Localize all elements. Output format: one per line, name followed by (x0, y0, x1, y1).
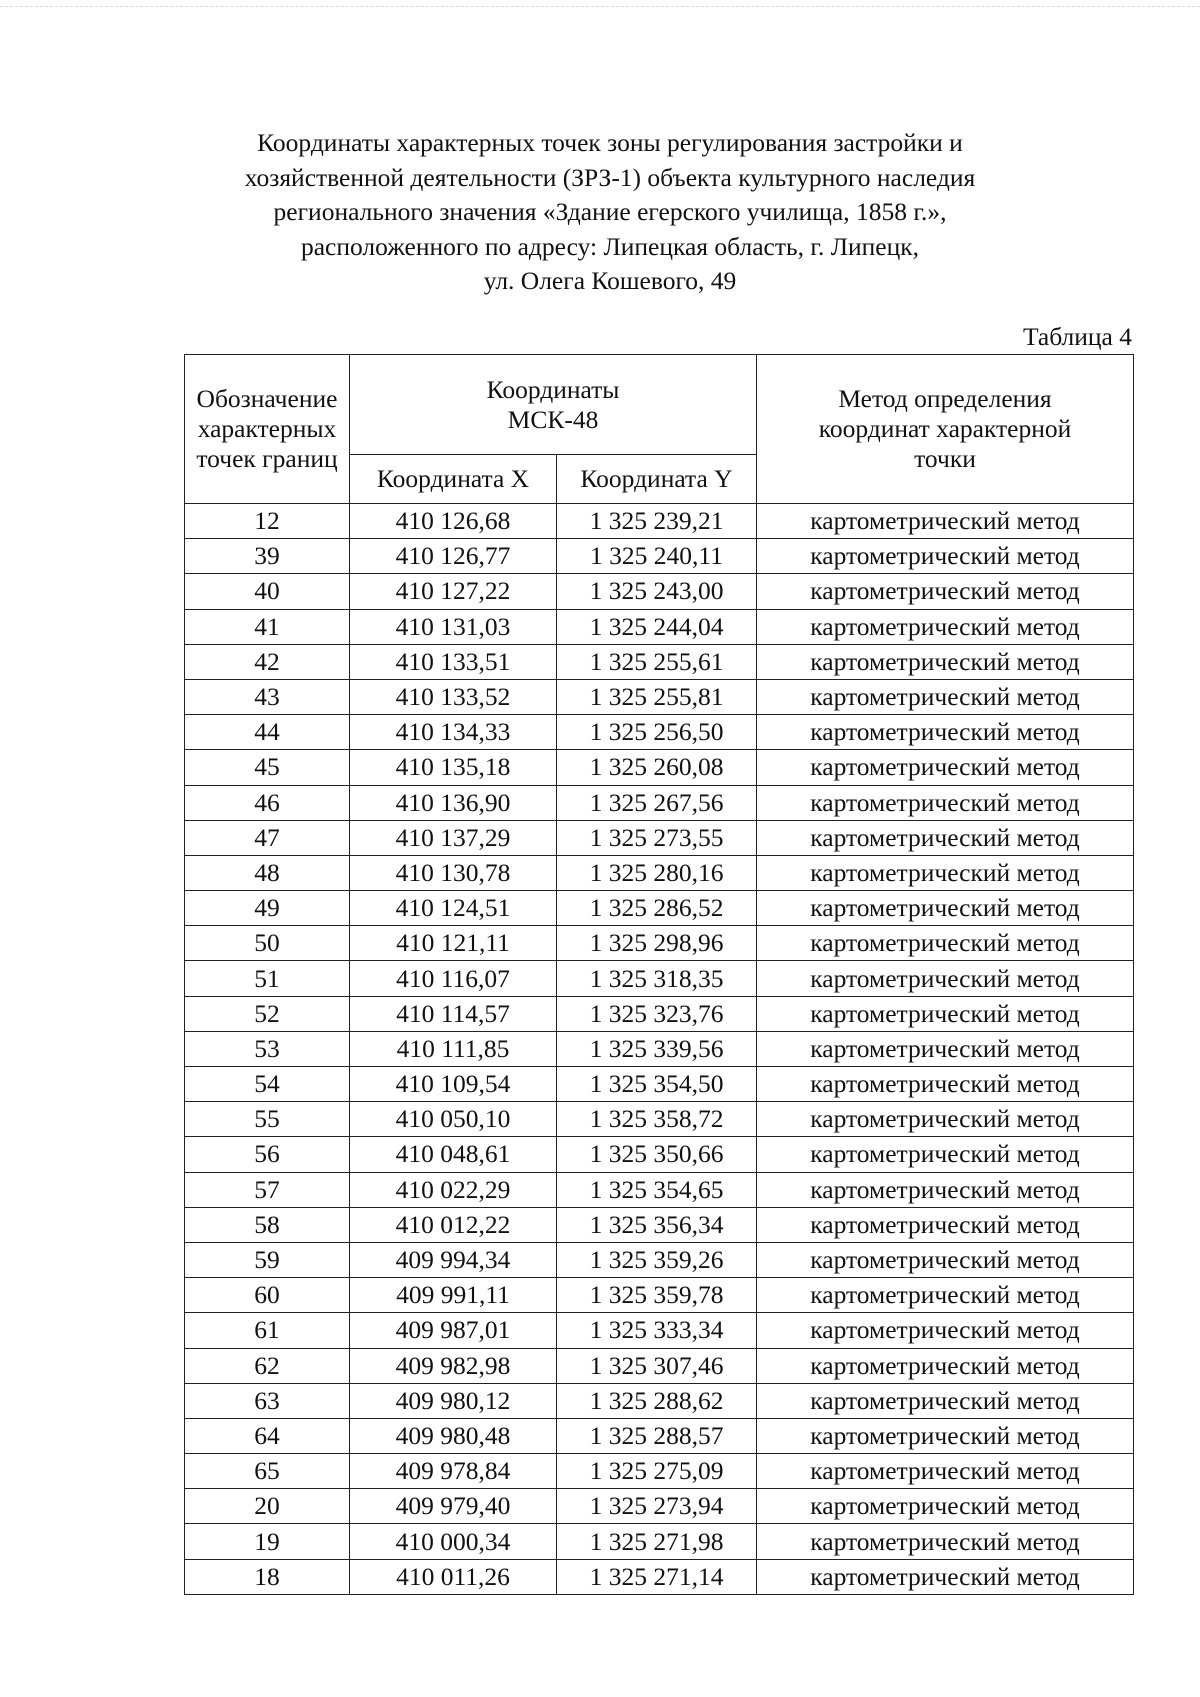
coordinate-x-cell: 410 126,77 (350, 539, 557, 574)
table-row (185, 715, 1134, 750)
table-row (185, 820, 1134, 855)
method-cell: картометрический метод (757, 1031, 1134, 1066)
coordinate-y-cell: 1 325 256,50 (557, 715, 757, 750)
table-row (185, 1207, 1134, 1242)
method-cell: картометрический метод (757, 1067, 1134, 1102)
point-id-cell: 56 (185, 1137, 350, 1172)
coordinate-x-cell: 410 116,07 (350, 961, 557, 996)
method-cell: картометрический метод (757, 539, 1134, 574)
method-cell: картометрический метод (757, 644, 1134, 679)
table-row (185, 926, 1134, 961)
coordinate-x-cell: 410 131,03 (350, 609, 557, 644)
method-cell: картометрический метод (757, 961, 1134, 996)
coordinate-y-cell: 1 325 244,04 (557, 609, 757, 644)
table-row (185, 1067, 1134, 1102)
title-line: ул. Олега Кошевого, 49 (483, 266, 737, 295)
table-row (185, 1524, 1134, 1559)
table-row (185, 504, 1134, 539)
point-id-cell: 64 (185, 1418, 350, 1453)
table-row (185, 1172, 1134, 1207)
table-row (185, 1102, 1134, 1137)
coordinate-x-cell: 409 980,12 (350, 1383, 557, 1418)
point-id-cell: 40 (185, 574, 350, 609)
table-row (185, 1489, 1134, 1524)
coordinate-x-cell: 409 980,48 (350, 1418, 557, 1453)
coordinate-y-cell: 1 325 359,78 (557, 1278, 757, 1313)
method-cell: картометрический метод (757, 1348, 1134, 1383)
header-method (757, 355, 1134, 504)
method-cell: картометрический метод (757, 996, 1134, 1031)
scan-edge-line (0, 6, 1200, 7)
point-id-cell: 45 (185, 750, 350, 785)
table-row (185, 1418, 1134, 1453)
title-line: Координаты характерных точек зоны регулирования застройки и (257, 128, 963, 157)
method-cell: картометрический метод (757, 926, 1134, 961)
header-text: точки (914, 444, 976, 473)
coordinate-y-cell: 1 325 260,08 (557, 750, 757, 785)
coordinate-x-cell: 410 133,52 (350, 679, 557, 714)
point-id-cell: 52 (185, 996, 350, 1031)
title-line: регионального значения «Здание егерского училища, 1858 г.», (273, 197, 947, 226)
table-row (185, 855, 1134, 890)
method-cell: картометрический метод (757, 891, 1134, 926)
point-id-cell: 51 (185, 961, 350, 996)
coordinate-x-cell: 409 994,34 (350, 1242, 557, 1277)
coordinate-y-cell: 1 325 339,56 (557, 1031, 757, 1066)
header-text: характерных (197, 414, 337, 443)
point-id-cell: 42 (185, 644, 350, 679)
point-id-cell: 50 (185, 926, 350, 961)
coordinate-y-cell: 1 325 318,35 (557, 961, 757, 996)
point-id-cell: 43 (185, 679, 350, 714)
table-row (185, 1278, 1134, 1313)
method-cell: картометрический метод (757, 574, 1134, 609)
coordinate-x-cell: 410 114,57 (350, 996, 557, 1031)
coordinate-y-cell: 1 325 255,81 (557, 679, 757, 714)
document-title (180, 126, 1040, 299)
table-row (185, 1559, 1134, 1594)
coordinate-y-cell: 1 325 280,16 (557, 855, 757, 890)
coordinate-x-cell: 409 982,98 (350, 1348, 557, 1383)
coordinate-x-cell: 409 987,01 (350, 1313, 557, 1348)
point-id-cell: 60 (185, 1278, 350, 1313)
coordinate-x-cell: 410 124,51 (350, 891, 557, 926)
point-id-cell: 57 (185, 1172, 350, 1207)
coordinate-y-cell: 1 325 243,00 (557, 574, 757, 609)
method-cell: картометрический метод (757, 1454, 1134, 1489)
method-cell: картометрический метод (757, 855, 1134, 890)
method-cell: картометрический метод (757, 785, 1134, 820)
method-cell: картометрический метод (757, 1524, 1134, 1559)
table-row (185, 539, 1134, 574)
coordinate-x-cell: 410 126,68 (350, 504, 557, 539)
coordinates-table (184, 354, 1134, 1595)
method-cell: картометрический метод (757, 1207, 1134, 1242)
header-point-designation (185, 355, 350, 504)
point-id-cell: 39 (185, 539, 350, 574)
title-line: хозяйственной деятельности (ЗРЗ-1) объекта культурного наследия (244, 162, 976, 192)
table-row (185, 891, 1134, 926)
table-row (185, 750, 1134, 785)
table-row (185, 1313, 1134, 1348)
table-row (185, 679, 1134, 714)
method-cell: картометрический метод (757, 1418, 1134, 1453)
coordinate-x-cell: 410 121,11 (350, 926, 557, 961)
table-row (185, 1242, 1134, 1277)
coordinate-x-cell: 410 134,33 (350, 715, 557, 750)
method-cell: картометрический метод (757, 1559, 1134, 1594)
coordinate-x-cell: 410 050,10 (350, 1102, 557, 1137)
coordinate-x-cell: 410 022,29 (350, 1172, 557, 1207)
coordinate-x-cell: 410 127,22 (350, 574, 557, 609)
coordinate-x-cell: 410 012,22 (350, 1207, 557, 1242)
coordinate-y-cell: 1 325 240,11 (557, 539, 757, 574)
coordinate-x-cell: 410 130,78 (350, 855, 557, 890)
point-id-cell: 62 (185, 1348, 350, 1383)
table-row (185, 644, 1134, 679)
method-cell: картометрический метод (757, 1278, 1134, 1313)
header-coordinates-group (350, 355, 757, 455)
coordinate-y-cell: 1 325 255,61 (557, 644, 757, 679)
method-cell: картометрический метод (757, 1313, 1134, 1348)
point-id-cell: 61 (185, 1313, 350, 1348)
method-cell: картометрический метод (757, 750, 1134, 785)
point-id-cell: 12 (185, 504, 350, 539)
table-row (185, 1031, 1134, 1066)
method-cell: картометрический метод (757, 1383, 1134, 1418)
coordinate-y-cell: 1 325 267,56 (557, 785, 757, 820)
table-row (185, 1454, 1134, 1489)
coordinate-x-cell: 409 979,40 (350, 1489, 557, 1524)
point-id-cell: 48 (185, 855, 350, 890)
point-id-cell: 19 (185, 1524, 350, 1559)
table-body (185, 504, 1134, 1595)
coordinate-y-cell: 1 325 271,14 (557, 1559, 757, 1594)
header-text: координат характерной (818, 414, 1072, 443)
method-cell: картометрический метод (757, 1102, 1134, 1137)
point-id-cell: 63 (185, 1383, 350, 1418)
method-cell: картометрический метод (757, 1137, 1134, 1172)
coordinate-y-cell: 1 325 354,50 (557, 1067, 757, 1102)
table-row (185, 961, 1134, 996)
coordinate-y-cell: 1 325 298,96 (557, 926, 757, 961)
method-cell: картометрический метод (757, 679, 1134, 714)
coordinate-y-cell: 1 325 286,52 (557, 891, 757, 926)
point-id-cell: 47 (185, 820, 350, 855)
table-row (185, 1383, 1134, 1418)
header-text: точек границ (196, 444, 338, 473)
coordinate-x-cell: 409 991,11 (350, 1278, 557, 1313)
coordinate-y-cell: 1 325 323,76 (557, 996, 757, 1031)
coordinate-y-cell: 1 325 354,65 (557, 1172, 757, 1207)
coordinate-x-cell: 409 978,84 (350, 1454, 557, 1489)
method-cell: картометрический метод (757, 1489, 1134, 1524)
coordinate-x-cell: 410 137,29 (350, 820, 557, 855)
coordinate-y-cell: 1 325 359,26 (557, 1242, 757, 1277)
point-id-cell: 55 (185, 1102, 350, 1137)
coordinate-y-cell: 1 325 271,98 (557, 1524, 757, 1559)
header-text: Обозначение (196, 384, 338, 413)
coordinate-y-cell: 1 325 333,34 (557, 1313, 757, 1348)
header-coordinate-x: Координата X (350, 455, 557, 504)
coordinate-y-cell: 1 325 356,34 (557, 1207, 757, 1242)
coordinate-y-cell: 1 325 288,57 (557, 1418, 757, 1453)
coordinate-y-cell: 1 325 239,21 (557, 504, 757, 539)
point-id-cell: 20 (185, 1489, 350, 1524)
method-cell: картометрический метод (757, 504, 1134, 539)
point-id-cell: 44 (185, 715, 350, 750)
point-id-cell: 59 (185, 1242, 350, 1277)
header-text: МСК-48 (507, 404, 599, 434)
method-cell: картометрический метод (757, 1242, 1134, 1277)
method-cell: картометрический метод (757, 715, 1134, 750)
point-id-cell: 49 (185, 891, 350, 926)
coordinate-x-cell: 410 109,54 (350, 1067, 557, 1102)
title-line: расположенного по адресу: Липецкая область, г. Липецк, (300, 231, 920, 261)
table-row (185, 1137, 1134, 1172)
header-text: Координаты (486, 374, 620, 404)
coordinate-x-cell: 410 136,90 (350, 785, 557, 820)
table-row (185, 574, 1134, 609)
coordinate-x-cell: 410 135,18 (350, 750, 557, 785)
coordinate-x-cell: 410 133,51 (350, 644, 557, 679)
point-id-cell: 53 (185, 1031, 350, 1066)
coordinate-x-cell: 410 000,34 (350, 1524, 557, 1559)
coordinate-y-cell: 1 325 273,94 (557, 1489, 757, 1524)
coordinate-y-cell: 1 325 350,66 (557, 1137, 757, 1172)
coordinate-y-cell: 1 325 358,72 (557, 1102, 757, 1137)
table-row (185, 996, 1134, 1031)
table-row (185, 1348, 1134, 1383)
coordinate-y-cell: 1 325 273,55 (557, 820, 757, 855)
table-number-label: Таблица 4 (1022, 322, 1132, 351)
point-id-cell: 46 (185, 785, 350, 820)
coordinate-y-cell: 1 325 307,46 (557, 1348, 757, 1383)
method-cell: картометрический метод (757, 820, 1134, 855)
coordinate-y-cell: 1 325 275,09 (557, 1454, 757, 1489)
coordinate-x-cell: 410 048,61 (350, 1137, 557, 1172)
header-coordinate-y: Координата Y (557, 455, 757, 504)
method-cell: картометрический метод (757, 1172, 1134, 1207)
table-row (185, 785, 1134, 820)
table-row (185, 609, 1134, 644)
coordinate-y-cell: 1 325 288,62 (557, 1383, 757, 1418)
header-text: Метод определения (838, 384, 1052, 413)
point-id-cell: 18 (185, 1559, 350, 1594)
coordinate-x-cell: 410 111,85 (350, 1031, 557, 1066)
point-id-cell: 65 (185, 1454, 350, 1489)
point-id-cell: 58 (185, 1207, 350, 1242)
point-id-cell: 54 (185, 1067, 350, 1102)
method-cell: картометрический метод (757, 609, 1134, 644)
point-id-cell: 41 (185, 609, 350, 644)
coordinate-x-cell: 410 011,26 (350, 1559, 557, 1594)
